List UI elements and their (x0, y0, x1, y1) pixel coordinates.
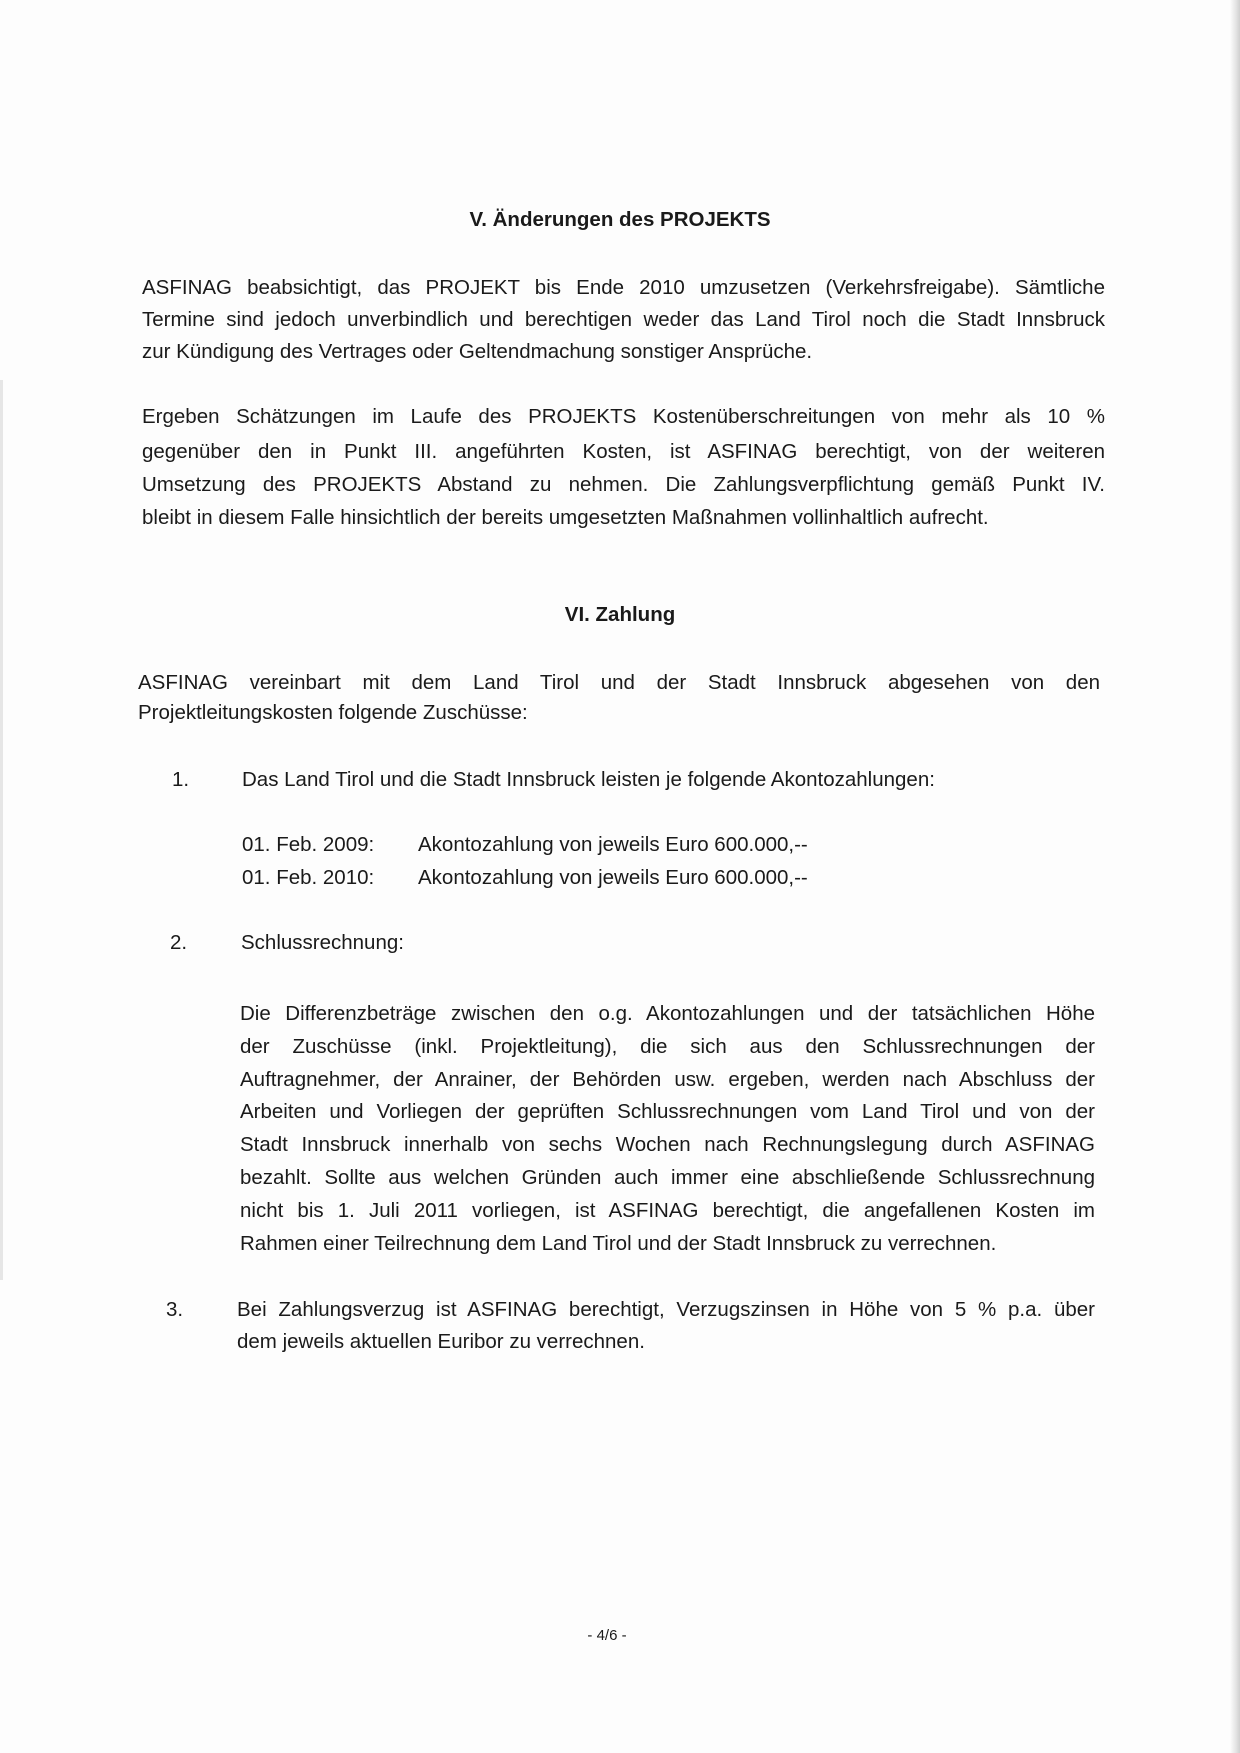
payment-description: Akontozahlung von jeweils Euro 600.000,-- (418, 833, 808, 856)
paragraph-line: nicht bis 1. Juli 2011 vorliegen, ist ASFINAG berechtigt, die angefallenen Kosten im (240, 1199, 1095, 1222)
paragraph-line: Auftragnehmer, der Anrainer, der Behörden usw. ergeben, werden nach Abschluss der (240, 1068, 1095, 1091)
paragraph-line: ASFINAG vereinbart mit dem Land Tirol und der Stadt Innsbruck abgesehen von den (138, 671, 1100, 694)
paragraph-line: bleibt in diesem Falle hinsichtlich der bereits umgesetzten Maßnahmen vollinhaltlich aufrecht. (142, 506, 989, 529)
paragraph-line: bezahlt. Sollte aus welchen Gründen auch immer eine abschließende Schlussrechnung (240, 1166, 1095, 1189)
scan-edge-left (0, 380, 3, 1280)
paragraph-line: Bei Zahlungsverzug ist ASFINAG berechtigt, Verzugszinsen in Höhe von 5 % p.a. über (237, 1298, 1095, 1321)
paragraph-line: Die Differenzbeträge zwischen den o.g. Akontozahlungen und der tatsächlichen Höhe (240, 1002, 1095, 1025)
paragraph-line: dem jeweils aktuellen Euribor zu verrechnen. (237, 1330, 645, 1353)
item-text: Das Land Tirol und die Stadt Innsbruck leisten je folgende Akontozahlungen: (242, 768, 935, 791)
paragraph-line: Projektleitungskosten folgende Zuschüsse: (138, 701, 528, 724)
section-vi-heading: VI. Zahlung (564, 603, 676, 626)
scan-edge (1230, 0, 1240, 1753)
item-number: 3. (166, 1298, 184, 1321)
paragraph-line: Rahmen einer Teilrechnung dem Land Tirol und der Stadt Innsbruck zu verrechnen. (240, 1232, 997, 1255)
payment-date: 01. Feb. 2009: (242, 833, 375, 856)
paragraph-line: ASFINAG beabsichtigt, das PROJEKT bis Ende 2010 umzusetzen (Verkehrsfreigabe). Sämtliche (142, 276, 1105, 299)
item-number: 1. (172, 768, 190, 791)
item-number: 2. (170, 931, 188, 954)
payment-date: 01. Feb. 2010: (242, 866, 375, 889)
paragraph-line: Ergeben Schätzungen im Laufe des PROJEKTS Kostenüberschreitungen von mehr als 10 % (142, 405, 1105, 428)
paragraph-line: Umsetzung des PROJEKTS Abstand zu nehmen. Die Zahlungsverpflichtung gemäß Punkt IV. (142, 473, 1105, 496)
item-text: Schlussrechnung: (241, 931, 404, 954)
section-v-heading: V. Änderungen des PROJEKTS (469, 208, 771, 231)
paragraph-line: gegenüber den in Punkt III. angeführten Kosten, ist ASFINAG berechtigt, von der weiteren (142, 440, 1105, 463)
payment-description: Akontozahlung von jeweils Euro 600.000,-- (418, 866, 808, 889)
paragraph-line: der Zuschüsse (inkl. Projektleitung), die sich aus den Schlussrechnungen der (240, 1035, 1095, 1058)
paragraph-line: Stadt Innsbruck innerhalb von sechs Wochen nach Rechnungslegung durch ASFINAG (240, 1133, 1095, 1156)
paragraph-line: zur Kündigung des Vertrages oder Geltendmachung sonstiger Ansprüche. (142, 340, 813, 363)
page-number: - 4/6 - (587, 1627, 627, 1644)
paragraph-line: Arbeiten und Vorliegen der geprüften Schlussrechnungen vom Land Tirol und von der (240, 1100, 1095, 1123)
paragraph-line: Termine sind jedoch unverbindlich und berechtigen weder das Land Tirol noch die Stadt Innsbruck (142, 308, 1105, 331)
